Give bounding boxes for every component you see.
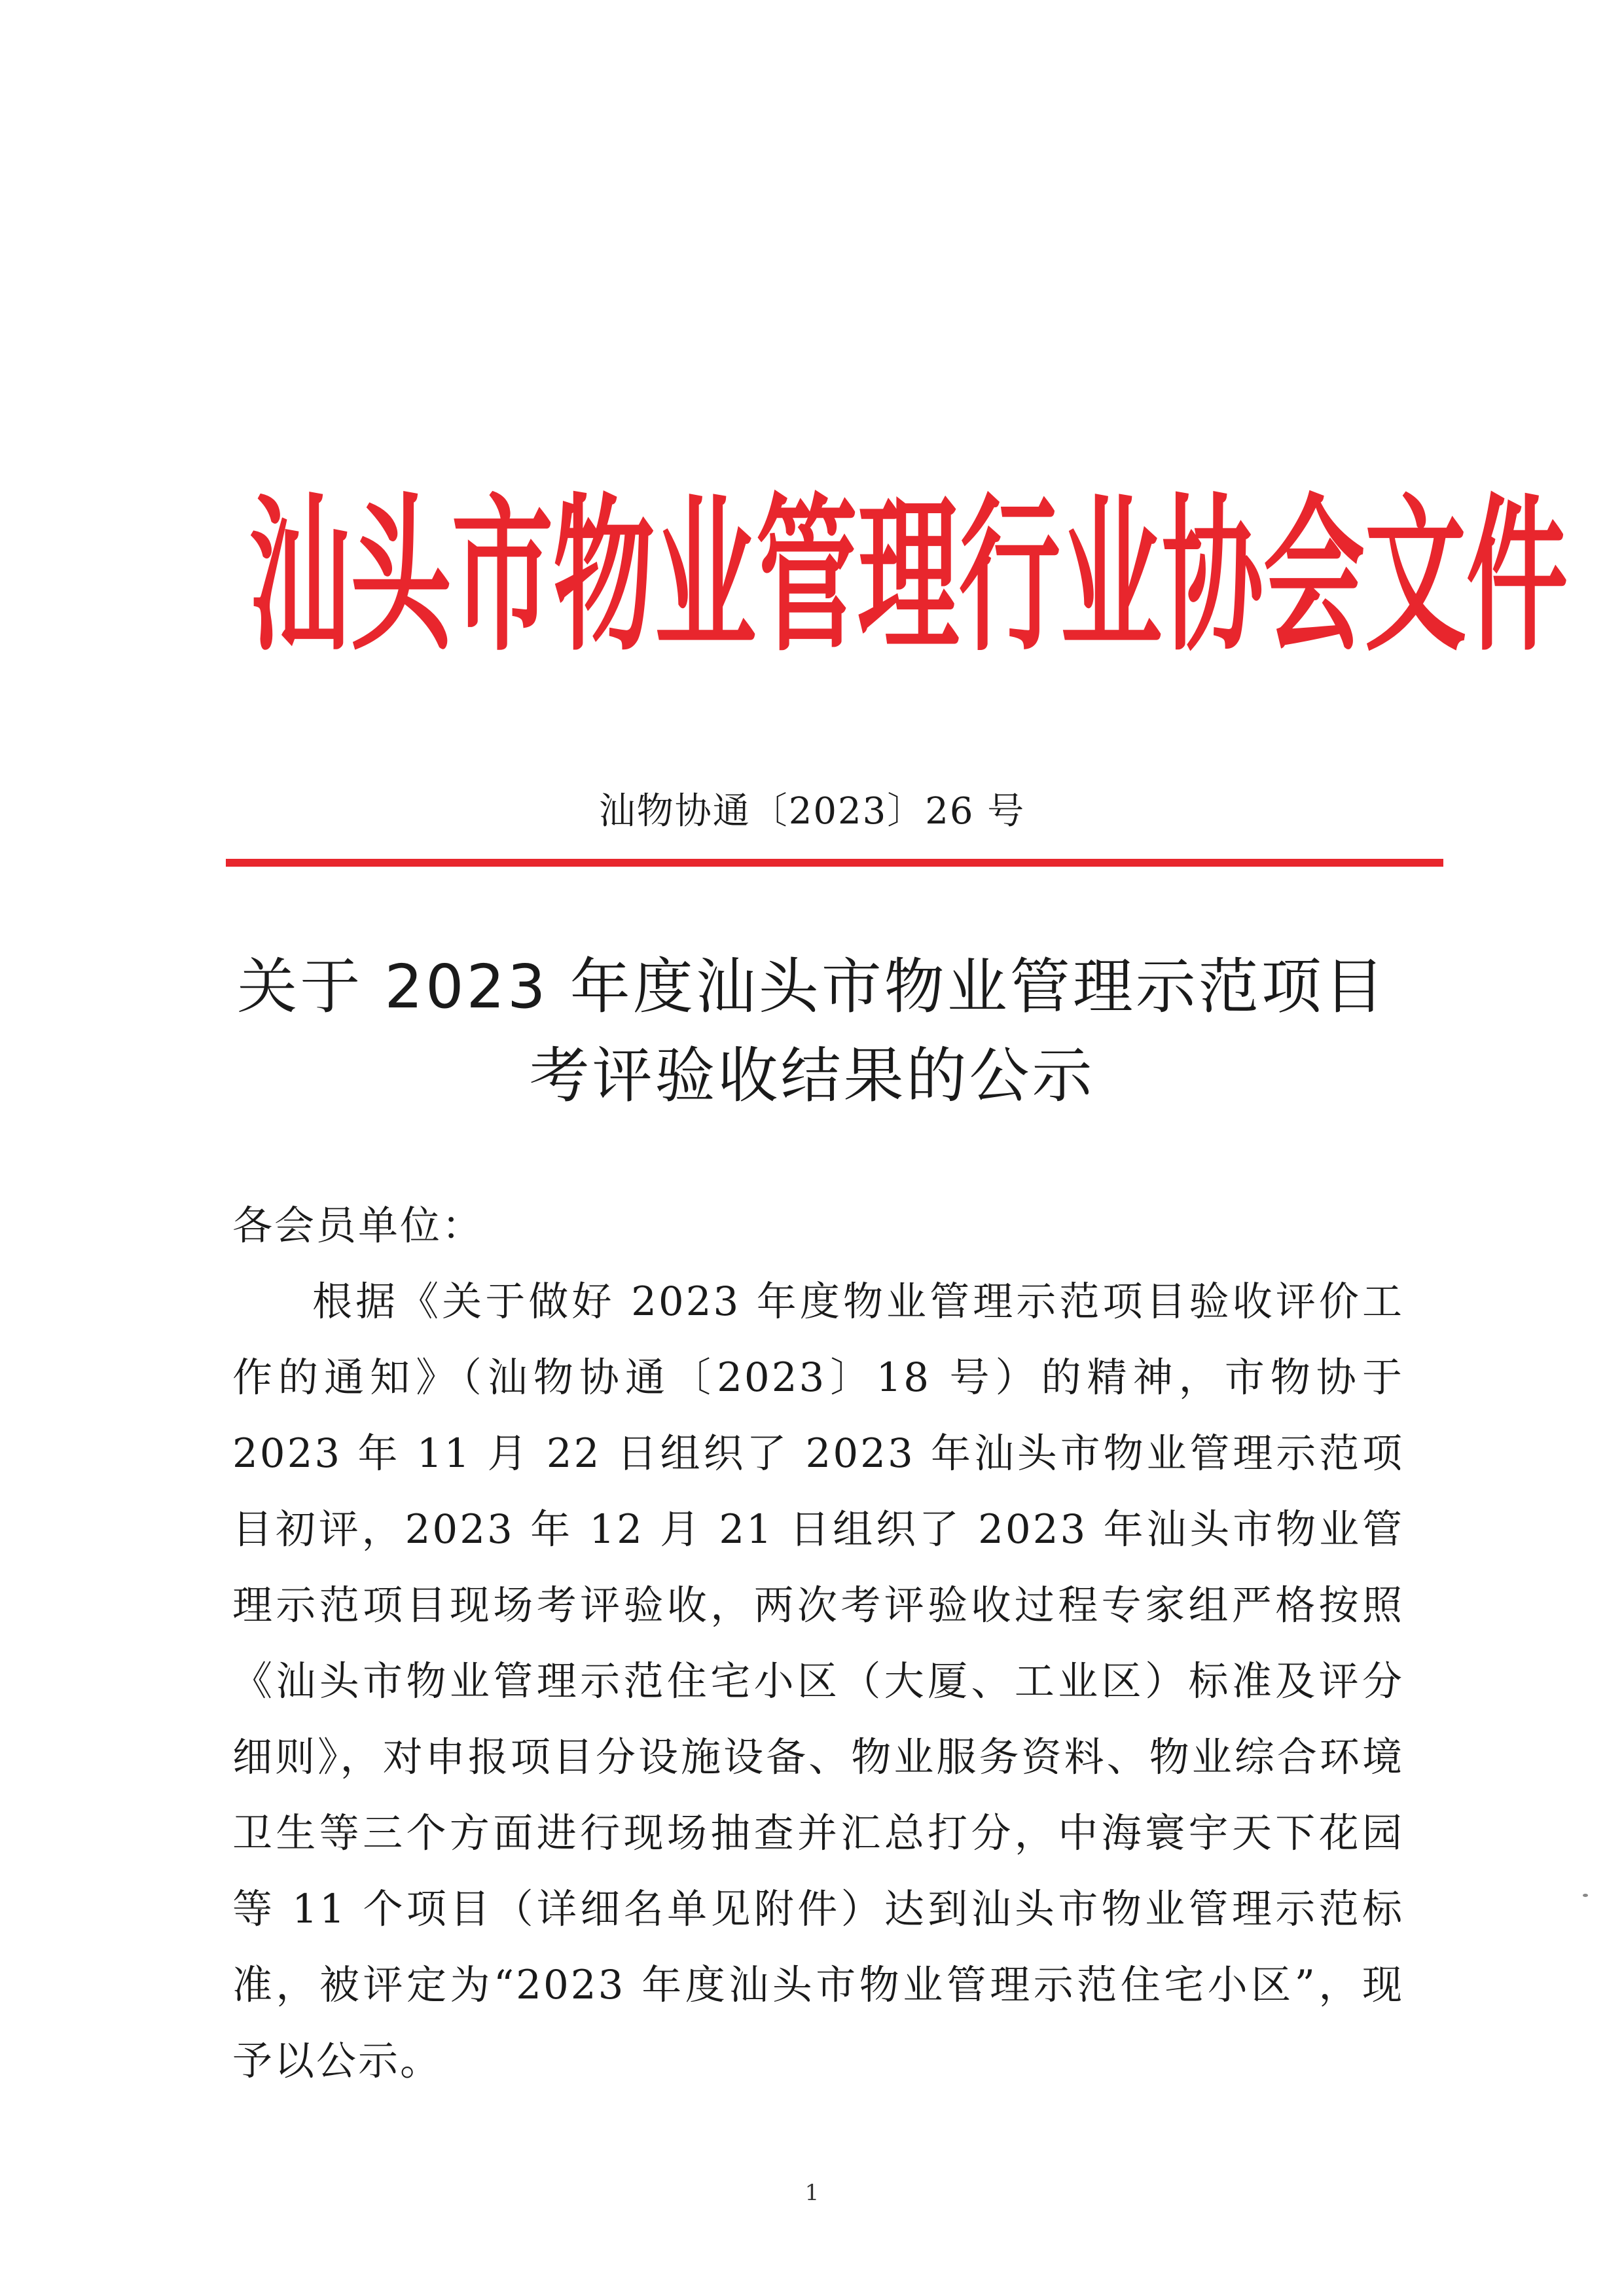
page-number: 1: [804, 2180, 820, 2206]
masthead-character: 汕: [249, 478, 350, 674]
document-title-line-2: 考评验收结果的公示: [529, 1041, 1095, 1111]
masthead-character: 件: [1466, 478, 1568, 674]
masthead-character: 市: [452, 478, 553, 674]
masthead-character: 业: [655, 478, 756, 674]
masthead-character: 理: [857, 478, 959, 674]
masthead-character: 物: [553, 478, 655, 674]
masthead-title: [249, 471, 1568, 681]
masthead-character: 协: [1162, 478, 1263, 674]
document-number: 汕物协通〔2023〕26 号: [598, 790, 1026, 833]
document-body: [232, 1188, 1404, 2099]
salutation: 各会员单位：: [232, 1202, 484, 1249]
document-title-line-1: 关于 2023 年度汕头市物业管理示范项目: [237, 952, 1387, 1022]
body-paragraph: 根据《关于做好 2023 年度物业管理示范项目验收评价工作的通知》（汕物协通〔2023〕18 号）的精神，市物协于 2023 年 11 月 22 日组织了 2023 年汕头市物业管理示范项目初评，2023 年 12 月 21 日组织了 2023 年汕头市物业管理示范项目现场考评验收，两次考评验收过程专家组严格按照《汕头市物业管理示范住宅小区（大厦、工业区）标准及评分细则》，对申报项目分设施设备、物业服务资料、物业综合环境卫生等三个方面进行现场抽查并汇总打分，中海寰宇天下花园等 11 个项目（详细名单见附件）达到汕头市物业管理示范标准，被评定为“2023 年度汕头市物业管理示范住宅小区”，现予以公示。: [232, 1278, 1404, 2084]
document-title: [0, 943, 1624, 1121]
red-divider-line: [226, 859, 1443, 867]
masthead-character: 头: [350, 478, 452, 674]
masthead-character: 会: [1263, 478, 1365, 674]
masthead-character: 文: [1365, 478, 1466, 674]
scan-speck: [1583, 1894, 1588, 1897]
masthead-character: 业: [1060, 478, 1162, 674]
masthead-character: 管: [756, 478, 857, 674]
masthead-character: 行: [959, 478, 1060, 674]
